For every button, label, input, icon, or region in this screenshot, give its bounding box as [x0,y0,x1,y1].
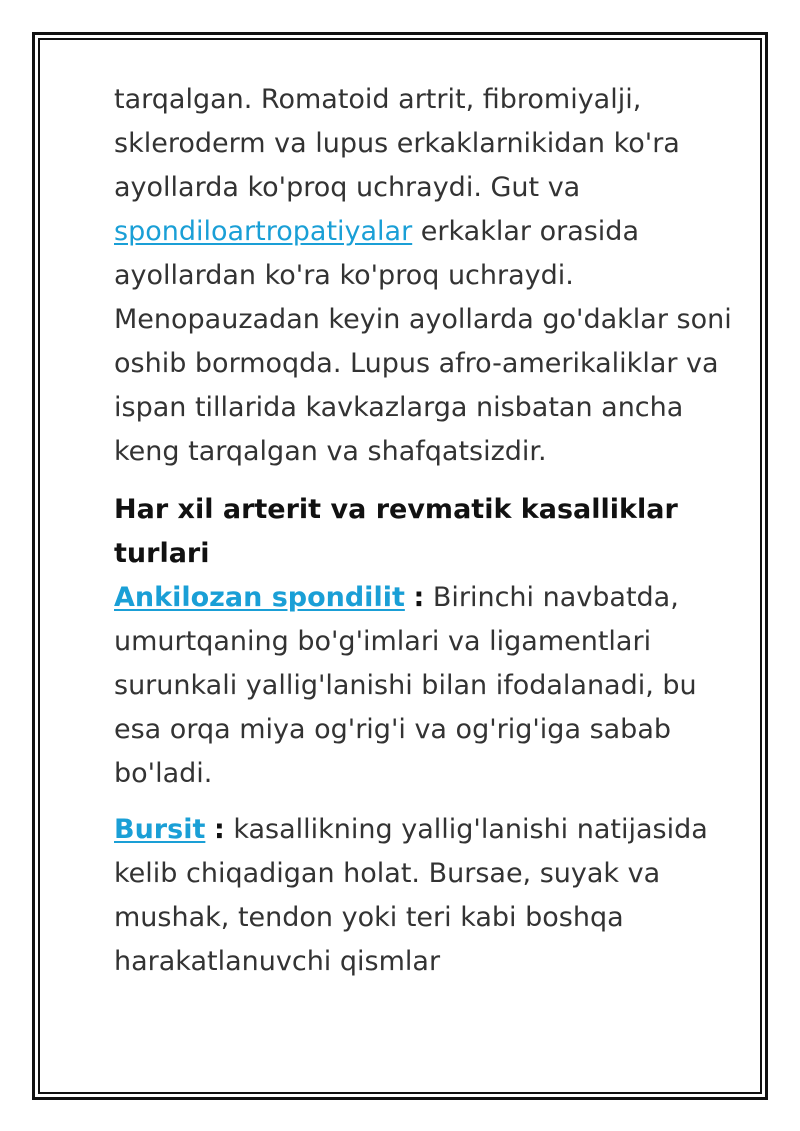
entry-description: Birinchi navbatda, umurtqaning bo'g'imlari va ligamentlari surunkali yallig'lanishi bilan ifodalanadi, bu esa orqa miya og'rig'i va og'rig'iga sabab bo'ladi. [114,582,697,789]
spondyloarthropathies-link[interactable]: spondiloartropatiyalar [114,216,413,247]
bursitis-link[interactable]: Bursit [114,814,206,845]
document-content [114,78,744,984]
section-heading: Har xil arterit va revmatik kasalliklar turlari [114,494,678,569]
entry-separator: : [413,582,425,613]
intro-text-before-link: tarqalgan. Romatoid artrit, fibromiyalji, skleroderm va lupus erkaklarnikidan ko'ra ayollarda ko'proq uchraydi. Gut va [114,84,680,203]
ankylosing-spondylitis-link[interactable]: Ankilozan spondilit [114,582,405,613]
entry-description: kasallikning yallig'lanishi natijasida kelib chiqadigan holat. Bursae, suyak va mushak, tendon yoki teri kabi boshqa harakatlanuvchi qismlar [114,814,708,977]
entry-ankylosing-spondylitis [114,576,744,796]
intro-paragraph [114,78,744,474]
intro-text-after-link: erkaklar orasida ayollardan ko'ra ko'proq uchraydi. Menopauzadan keyin ayollarda go'daklar soni oshib bormoqda. Lupus afro-amerikaliklar va ispan tillarida kavkazlarga nisbatan ancha keng tarqalgan va shafqatsizdir. [114,216,732,467]
entry-separator: : [213,814,225,845]
entry-bursitis [114,808,744,984]
